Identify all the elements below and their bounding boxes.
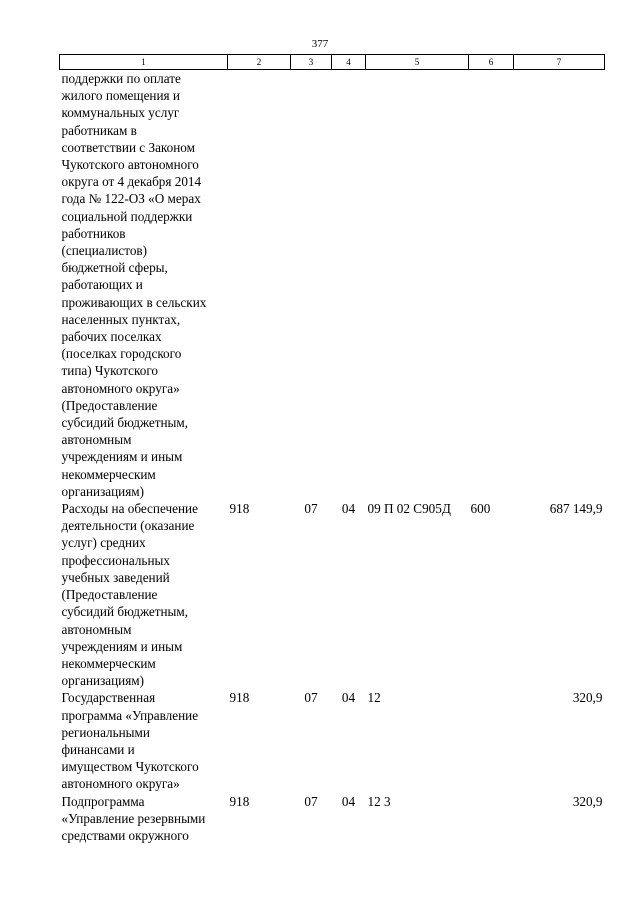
row-ministry-code bbox=[228, 70, 291, 501]
row-ministry-code: 918 bbox=[229, 690, 250, 706]
table-row bbox=[60, 793, 605, 845]
row-name: Подпрограмма «Управление резервными средствами окружного bbox=[61, 793, 206, 843]
table-row bbox=[60, 500, 605, 689]
row-target-article bbox=[366, 70, 469, 501]
row-target-article: 12 bbox=[367, 690, 381, 706]
row-subsection-code: 04 bbox=[341, 501, 356, 517]
row-target-article: 12 3 bbox=[367, 793, 391, 809]
row-name: поддержки по оплате жилого помещения и коммунальных услуг работникам в соответствии с Законом Чукотского автономного округа от 4 декабря 2014 года № 122-ОЗ «О мерах социальной поддержки работников (специалистов) бюджетной сферы, работающих и проживающих в сельских населенных пунктах, рабочих поселках (поселках городского типа) Чукотского автономного округа» (Предоставление субсидий бюджетным, автономным учреждениям и иным некоммерческим организациям) bbox=[61, 71, 207, 499]
row-expense-type: 600 bbox=[470, 501, 491, 517]
row-amount: 320,9 bbox=[572, 690, 603, 706]
row-subsection-code bbox=[332, 70, 366, 501]
row-section-code: 07 bbox=[304, 501, 318, 517]
column-header-4: 4 bbox=[332, 55, 366, 70]
row-ministry-code: 918 bbox=[229, 501, 250, 517]
row-section-code: 07 bbox=[304, 793, 318, 809]
row-subsection-code: 04 bbox=[341, 690, 356, 706]
column-header-3: 3 bbox=[291, 55, 332, 70]
page-number: 377 bbox=[311, 38, 329, 50]
column-header-5: 5 bbox=[366, 55, 469, 70]
table-row bbox=[60, 70, 605, 501]
column-header-6: 6 bbox=[469, 55, 514, 70]
column-header-7: 7 bbox=[514, 55, 605, 70]
row-amount bbox=[514, 70, 605, 501]
row-target-article: 09 П 02 С905Д bbox=[367, 501, 451, 517]
row-ministry-code: 918 bbox=[229, 793, 250, 809]
row-amount: 320,9 bbox=[572, 793, 603, 809]
column-header-2: 2 bbox=[228, 55, 291, 70]
column-header-1: 1 bbox=[60, 55, 228, 70]
row-section-code bbox=[291, 70, 332, 501]
row-subsection-code: 04 bbox=[341, 793, 356, 809]
table-row bbox=[60, 689, 605, 792]
row-expense-type bbox=[469, 793, 514, 845]
row-name: Государственная программа «Управление региональными финансами и имуществом Чукотского автономного округа» bbox=[61, 690, 199, 792]
row-amount: 687 149,9 bbox=[549, 501, 603, 517]
row-name: Расходы на обеспечение деятельности (оказание услуг) средних профессиональных учебных заведений (Предоставление субсидий бюджетным, автономным учреждениям и иным некоммерческим организациям) bbox=[61, 501, 198, 689]
budget-table bbox=[59, 54, 605, 844]
row-expense-type bbox=[469, 70, 514, 501]
column-number-header-row bbox=[60, 55, 605, 70]
row-expense-type bbox=[469, 689, 514, 792]
row-section-code: 07 bbox=[304, 690, 318, 706]
